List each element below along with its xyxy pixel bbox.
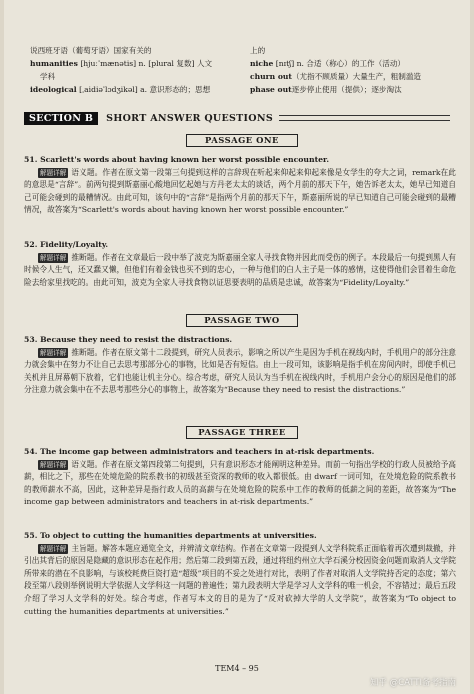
passage-one-heading: PASSAGE ONE xyxy=(186,134,298,147)
glossary-term: phase out xyxy=(250,85,292,94)
answer-type: 语义题。 xyxy=(71,459,103,469)
glossary-cont-line: 上的 xyxy=(250,46,266,55)
question-number: 54. xyxy=(24,447,38,456)
question-title xyxy=(24,530,456,543)
question-title xyxy=(24,446,456,459)
glossary-entry-ideological xyxy=(30,83,240,96)
question-51 xyxy=(24,154,456,217)
glossary-def: 逐步停止使用（提供）；逐步淘汰 xyxy=(291,85,402,94)
answer-explanation xyxy=(24,252,456,290)
answer-explanation xyxy=(24,167,456,217)
glossary-right xyxy=(250,44,465,96)
page-number: TEM4 – 95 xyxy=(215,664,259,673)
answer-type: 推断题。 xyxy=(71,252,103,262)
question-text: Because they need to resist the distractions. xyxy=(40,335,233,344)
glossary-entry-phase-out xyxy=(250,83,465,96)
watermark: 知乎 @CATTI备考指南 xyxy=(369,678,456,688)
glossary-term: churn out xyxy=(250,72,292,81)
section-title: SHORT ANSWER QUESTIONS xyxy=(106,112,274,124)
explanation-tag: 解题详解 xyxy=(40,253,67,262)
answer-explanation xyxy=(24,347,456,397)
glossary-left xyxy=(30,44,240,96)
answer-explanation xyxy=(24,543,456,619)
passage-three-heading: PASSAGE THREE xyxy=(186,426,298,439)
explanation-tag: 解题详解 xyxy=(40,168,67,177)
document-page xyxy=(4,0,470,694)
glossary-cont-line: 说西班牙语（葡萄牙语）国家有关的 xyxy=(30,46,152,55)
answer-explanation xyxy=(24,459,456,509)
answer-text: 作者在原文第四段第二句提到，只有意识形态才能阐明这种差异。而前一句指出学校的行政人员被给予高薪，相比之下，那些在处境危险的院系教书的初级甚至资深的教师的收入都很低。由 dwarf 一词可知，在处境危险的院系教书的教师薪水不高，因此，这种差异是指行政人员的高薪与在处境危险的院系中工作的教师的低薪之间的差距，故答案为“The income gap between administrators and teachers in at-risk departments.” xyxy=(24,459,456,507)
answer-type: 主旨题。 xyxy=(71,543,103,553)
section-rule xyxy=(279,115,450,121)
glossary-def: （尤指不顾质量）大量生产，粗制滥造 xyxy=(291,72,422,81)
question-number: 55. xyxy=(24,531,38,540)
question-text: The income gap between administrators and teachers in at-risk departments. xyxy=(40,447,375,456)
glossary-cont-line: 学科 xyxy=(40,72,56,81)
glossary-def: [ˌaidiəˈlɔdʒikəl] a. 意识形态的；思想 xyxy=(76,85,211,94)
question-text: To object to cutting the humanities departments at universities. xyxy=(40,531,317,540)
answer-text: 作者在文章最后一段中举了波克为斯嘉丽全家人寻找食物并因此而受伤的例子。本段最后一句提到黑人有时候令人生气，还又蠢又懒，但他们有着金钱也买不到的忠心，一种与他们的白人主子是一体的感情，这使得他们会冒着生命危险去给家里找吃的。由此可知，波克为全家人寻找食物以证思要表明的品质是忠诚，故答案为“Fidelity/Loyalty.” xyxy=(24,252,456,287)
passage-two-heading: PASSAGE TWO xyxy=(186,314,298,327)
question-number: 53. xyxy=(24,335,38,344)
explanation-tag: 解题详解 xyxy=(40,460,67,469)
answer-text: 作者在原文第一段第三句提到这样的言辞现在听起来仰起来仰起来像是女学生的夸大之词，remark在此的意思是“言辞”。前两句提到斯嘉丽心酸地回忆起她与方丹老太太的谈话，两个月前的那天下午，她告诉老太太，她早已知道自己可能会碰到的最糟情况。由此可知，该句中的“言辞”是指两个月前的那天下午，斯嘉丽所说的早已知道自己可能会碰到的最糟情况，故答案为“Scarlett's words about having known her worst possible encounter.” xyxy=(24,167,456,215)
glossary-entry-niche xyxy=(250,57,465,70)
glossary-term: humanities xyxy=(30,59,78,68)
question-52 xyxy=(24,239,456,289)
answer-type: 推断题。 xyxy=(71,347,103,357)
question-title xyxy=(24,239,456,252)
glossary-term: ideological xyxy=(30,85,77,94)
question-54 xyxy=(24,446,456,509)
glossary-def: [nɪtʃ] n. 合适（称心）的工作（活动） xyxy=(273,59,406,68)
question-title xyxy=(24,154,456,167)
question-number: 51. xyxy=(24,155,38,164)
question-text: Fidelity/Loyalty. xyxy=(40,240,109,249)
glossary-term: niche xyxy=(250,59,274,68)
question-text: Scarlett's words about having known her worst possible encounter. xyxy=(40,155,330,164)
answer-text: 解答本题应通览全文，并辨清文章结构。作者在文章第一段提到人文学科院系正面临着再次遭到裁撤，并引出其背后的原因是隐藏的意识形态在起作用；然后第二段到第五段，通过将纽约州立大学石溪分校因资金问题而取消人文学院所带来的潜在不良影响，与该校耗费巨资打造“超级”项目的不妥之处进行对比，表明了作者对取消人文学院持否定的态度；第六段至第八段则举例说明大学依据人文学科这一问题的普遍性；第九段表明大学是学习人文学科的唯一机会，不容错过；最后五段介绍了学习人文学科的好处。综合考虑，作者写本文的目的是为了“反对砍掉大学的人文学院”，故答案为“To object to cutting the humanities departments at universities.” xyxy=(24,543,456,616)
explanation-tag: 解题详解 xyxy=(40,348,67,357)
section-label: SECTION B xyxy=(24,112,98,125)
glossary-def: [hjuːˈmænətis] n. [plural 复数] 人文 xyxy=(77,59,213,68)
answer-type: 语义题。 xyxy=(71,167,103,177)
glossary-entry-churn-out xyxy=(250,70,465,83)
section-heading xyxy=(24,110,450,126)
answer-text: 作者在原文第十二段提到，研究人员表示，影响之所以产生是因为手机在视线内时，手机用户的部分注意力就会集中在努力不让自己去思考那部分心的事物，比如是否有短信。由上一段可知，该影响是指手机在房间内时，即使手机已关机并且屏幕朝下放着，它们也能让机主分心。综合考虑，研究人员认为当手机在视线内时，手机用户会分心的原因是他们的部分注意力就会集中在不去思考那些分心的事物上，故答案为“Because they need to resist the distractions.” xyxy=(24,347,456,395)
question-53 xyxy=(24,334,456,397)
glossary-entry-humanities xyxy=(30,57,240,70)
question-title xyxy=(24,334,456,347)
question-55 xyxy=(24,530,456,618)
question-number: 52. xyxy=(24,240,38,249)
explanation-tag: 解题详解 xyxy=(40,544,67,553)
